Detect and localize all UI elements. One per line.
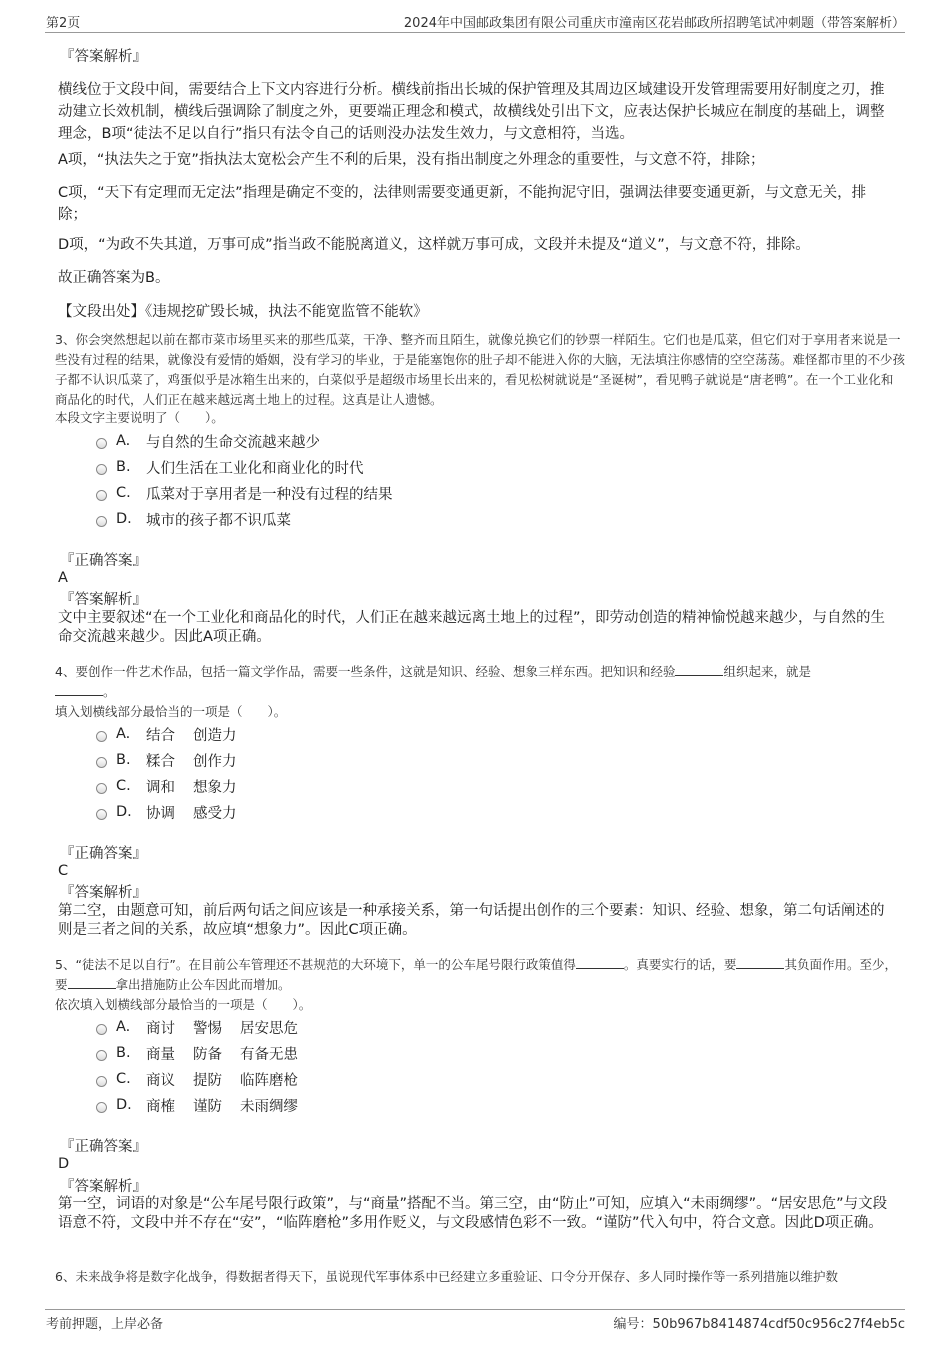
radio-button[interactable]: [96, 1102, 107, 1113]
option-word: 警惕: [193, 1020, 222, 1037]
document-title: 2024年中国邮政集团有限公司重庆市潼南区花岩邮政所招聘笔试冲刺题（带答案解析）: [403, 16, 905, 31]
stem-text: 其负面作用。至少，要: [55, 957, 897, 992]
option-word: 感受力: [193, 805, 237, 822]
option-text: 与自然的生命交流越来越少: [146, 434, 320, 451]
option-word: 提防: [193, 1072, 222, 1089]
analysis-text: 第一空，词语的对象是“公车尾号限行政策”，与“商量”搭配不当。第三空，由“防止”可知，应填入“未雨绸缪”。“居安思危”与文段语意不符，文段中并不存在“安”，“临阵磨枪”多用作贬义，与文段感情色彩不一致。“谨防”代入句中，符合文意。因此D项正确。: [58, 1196, 888, 1231]
analysis-text: 文中主要叙述“在一个工业化和商品化的时代，人们正在越来越远离土地上的过程”，即劳动创造的精神愉悦越来越少，与自然的生命交流越来越少。因此A项正确。: [58, 610, 886, 645]
option-word: 有备无患: [240, 1046, 298, 1063]
option-text: 城市的孩子都不识瓜菜: [146, 512, 291, 529]
radio-button[interactable]: [96, 757, 107, 768]
analysis-paragraph: A项，“执法失之于宽”指执法太宽松会产生不利的后果，没有指出制度之外理念的重要性，与文意不符，排除；: [58, 152, 765, 168]
option-letter: D.: [116, 1097, 132, 1113]
stem-text: 。: [103, 684, 116, 699]
stem-text: 。真要实行的话，要: [623, 957, 737, 972]
option-letter: A.: [116, 1019, 131, 1035]
analysis-label: 『答案解析』: [60, 885, 147, 901]
option-word: 临阵磨枪: [240, 1072, 298, 1089]
radio-button[interactable]: [96, 731, 107, 742]
option-letter: A.: [116, 433, 131, 449]
footer-divider: [45, 1309, 905, 1310]
stem-text: 5、“徒法不足以自行”。在目前公车管理还不甚规范的大环境下，单一的公车尾号限行政策值得: [55, 957, 576, 972]
option-word: 创造力: [193, 727, 237, 744]
analysis-label: 『答案解析』: [60, 592, 147, 608]
answer-label: 『正确答案』: [60, 1139, 147, 1155]
option-letter: B.: [116, 1045, 131, 1061]
question-stem: [55, 662, 905, 702]
option-a[interactable]: [96, 724, 255, 744]
correct-answer: C: [58, 863, 69, 879]
radio-button[interactable]: [96, 516, 107, 527]
option-word: 商量: [146, 1046, 175, 1063]
option-c[interactable]: [96, 1069, 316, 1089]
option-word: 防备: [193, 1046, 222, 1063]
option-letter: D.: [116, 511, 132, 527]
correct-answer: A: [58, 570, 68, 586]
fill-blank: [55, 683, 103, 696]
answer-label: 『正确答案』: [60, 553, 147, 569]
fill-blank: [68, 976, 116, 989]
option-d[interactable]: [96, 1095, 316, 1115]
option-word: 商议: [146, 1072, 175, 1089]
radio-button[interactable]: [96, 464, 107, 475]
radio-button[interactable]: [96, 1024, 107, 1035]
option-d[interactable]: [96, 509, 291, 529]
radio-button[interactable]: [96, 783, 107, 794]
analysis-paragraph: C项，“天下有定理而无定法”指理是确定不变的，法律则需要变通更新，不能拘泥守旧，强调法律要变通更新，与文意无关，排除；: [58, 185, 867, 223]
option-letter: D.: [116, 804, 132, 820]
analysis-paragraph: 故正确答案为B。: [58, 270, 170, 286]
option-word: 谨防: [193, 1098, 222, 1115]
source-citation: 【文段出处】《违规挖矿毁长城，执法不能宽监管不能软》: [58, 304, 428, 320]
option-word: 调和: [146, 779, 175, 796]
option-b[interactable]: [96, 1043, 316, 1063]
question-stem: [55, 955, 905, 995]
page-number: 第2页: [46, 16, 81, 31]
question-prompt: 本段文字主要说明了（ ）。: [55, 410, 224, 425]
option-a[interactable]: [96, 1017, 316, 1037]
fill-blank: [736, 956, 784, 969]
option-letter: C.: [116, 1071, 131, 1087]
stem-text: 组织起来，就是: [723, 664, 811, 679]
analysis-paragraph: D项，“为政不失其道，万事可成”指当政不能脱离道义，这样就万事可成，文段并未提及“道义”，与文意不符，排除。: [58, 237, 810, 253]
option-letter: B.: [116, 459, 131, 475]
question-stem: 6、未来战争将是数字化战争，得数据者得天下，虽说现代军事体系中已经建立多重验证、口令分开保存、多人同时操作等一系列措施以维护数: [55, 1269, 838, 1284]
fill-blank: [576, 956, 624, 969]
question-prompt: 填入划横线部分最恰当的一项是（ ）。: [55, 704, 287, 719]
analysis-label: 『答案解析』: [60, 1179, 147, 1195]
option-text: 人们生活在工业化和商业化的时代: [146, 460, 364, 477]
radio-button[interactable]: [96, 1050, 107, 1061]
answer-label: 『正确答案』: [60, 846, 147, 862]
option-word: 创作力: [193, 753, 237, 770]
analysis-paragraph: 横线位于文段中间，需要结合上下文内容进行分析。横线前指出长城的保护管理及其周边区域建设开发管理需要用好制度之刃，推动建立长效机制，横线后强调除了制度之外，更要端正理念和模式，故横线处引出下文，应表达保护长城应在制度的基础上，调整理念，B项“徒法不足以自行”指只有法令自己的话则没办法发生效力，与文意相符，当选。: [58, 82, 885, 142]
option-b[interactable]: [96, 457, 364, 477]
stem-text: 拿出措施防止公车因此而增加。: [115, 977, 291, 992]
option-b[interactable]: [96, 750, 255, 770]
document-id: 编号：50b967b8414874cdf50c956c27f4eb5c: [613, 1317, 905, 1332]
stem-text: 4、要创作一件艺术作品，包括一篇文学作品，需要一些条件，这就是知识、经验、想象三样东西。把知识和经验: [55, 664, 676, 679]
fill-blank: [675, 663, 723, 676]
option-letter: B.: [116, 752, 131, 768]
analysis-label: 『答案解析』: [60, 49, 147, 65]
option-letter: A.: [116, 726, 131, 742]
option-word: 糅合: [146, 753, 175, 770]
option-word: 商讨: [146, 1020, 175, 1037]
question-prompt: 依次填入划横线部分最恰当的一项是（ ）。: [55, 997, 312, 1012]
correct-answer: D: [58, 1156, 70, 1172]
option-letter: C.: [116, 778, 131, 794]
option-d[interactable]: [96, 802, 255, 822]
option-word: 商榷: [146, 1098, 175, 1115]
radio-button[interactable]: [96, 809, 107, 820]
radio-button[interactable]: [96, 490, 107, 501]
option-word: 未雨绸缪: [240, 1098, 298, 1115]
option-text: 瓜菜对于享用者是一种没有过程的结果: [146, 486, 393, 503]
option-word: 协调: [146, 805, 175, 822]
analysis-text: 第二空，由题意可知，前后两句话之间应该是一种承接关系，第一句话提出创作的三个要素：知识、经验、想象，第二句话阐述的则是三者之间的关系，故应填“想象力”。因此C项正确。: [58, 903, 885, 938]
radio-button[interactable]: [96, 438, 107, 449]
footer-slogan: 考前押题，上岸必备: [46, 1317, 164, 1332]
header-divider: [45, 32, 905, 33]
option-word: 想象力: [193, 779, 237, 796]
option-word: 居安思危: [240, 1020, 298, 1037]
question-stem: 3、你会突然想起以前在都市菜市场里买来的那些瓜菜，干净、整齐而且陌生，就像兑换它们的钞票一样陌生。它们也是瓜菜，但它们对于享用者来说是一些没有过程的结果，就像没有爱情的婚姻，没有学习的毕业，于是能塞饱你的肚子却不能进入你的大脑，无法填注你感情的空空荡荡。难怪都市里的不少孩子都不认识瓜菜了，鸡蛋似乎是冰箱生出来的，白菜似乎是超级市场里长出来的，看见松树就说是“圣诞树”，看见鸭子就说是“唐老鸭”。在一个工业化和商品化的时代，人们正在越来越远离土地上的过程。这真是让人遗憾。: [55, 332, 906, 407]
option-letter: C.: [116, 485, 131, 501]
radio-button[interactable]: [96, 1076, 107, 1087]
option-word: 结合: [146, 727, 175, 744]
option-a[interactable]: [96, 431, 320, 451]
option-c[interactable]: [96, 776, 255, 796]
option-c[interactable]: [96, 483, 393, 503]
